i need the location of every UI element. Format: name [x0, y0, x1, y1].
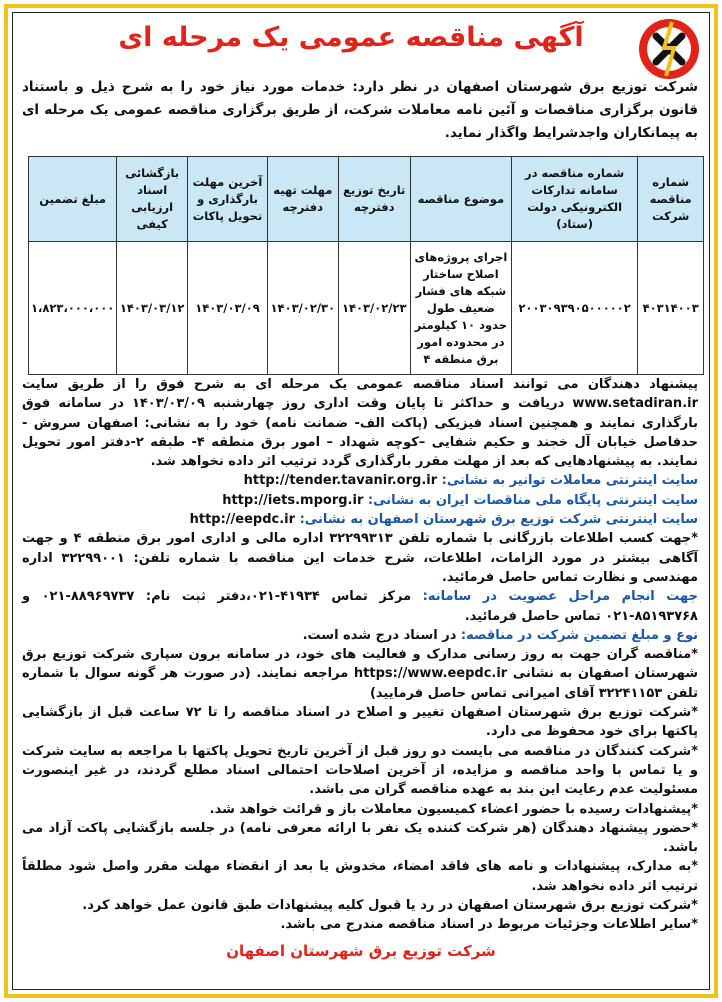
note-rights: *شرکت توزیع برق شهرستان اصفهان در رد یا قبول کلیه پیشنهادات طبق قانون عمل خواهد کرد. [82, 898, 698, 914]
col-setad-tender-no: شماره مناقصه در سامانه تدارکات الکترونیکی دولت (ستاد) [511, 157, 637, 242]
cell-opening-date: ۱۴۰۳/۰۳/۱۲ [117, 242, 188, 375]
company-signature: شرکت توزیع برق شهرستان اصفهان [226, 942, 496, 960]
notice-frame [4, 4, 718, 998]
col-submission-deadline: آخرین مهلت بارگذاری و تحویل پاکات [188, 157, 268, 242]
submission-paragraph: پیشنهاد دهندگان می توانند اسناد مناقصه عمومی یک مرحله ای به شرح فوق را از طریق سایت www.setadiran.ir دریافت و حداکثر تا پایان وقت اداری روز چهارشنبه ۱۴۰۳/۰۳/۰۹ در سامانه فوق بارگذاری نمایند و همچنین اسناد فیزیکی (پاکت الف- ضمانت نامه) خود را به نشانی: اصفهان سروش - حدفاصل خیابان آل خجند و حکیم شفایی –کوچه شهداد – امور برق منطقه ۴- طبقه ۲-دفتر امور تحویل نمایند. به پیشنهادهایی که بعد از مهلت مقرر بارگذاری گردد ترتیب اثر داده نخواهد شد. [22, 377, 698, 470]
note-attendance: *حضور پیشنهاد دهندگان (هر شرکت کننده یک نفر با ارائه معرفی نامه) در جلسه بازگشایی پاکت آزاد می باشد. [22, 820, 698, 856]
tender-table [28, 156, 704, 375]
cell-subject: اجرای پروژه‌های اصلاح ساختار شبکه‌ های فشار ضعیف طول حدود ۱۰ کیلومتر در محدوده امور برق منطقه ۴ [410, 242, 511, 375]
table-header-row [29, 157, 704, 242]
col-company-tender-no: شماره مناقصه شرکت [638, 157, 704, 242]
col-subject: موضوع مناقصه [410, 157, 511, 242]
cell-setad-tender-no: ۲۰۰۳۰۹۳۹۰۵۰۰۰۰۰۲ [511, 242, 637, 375]
power-distribution-logo-icon [634, 14, 704, 84]
contact-paragraph: *جهت کسب اطلاعات بازرگانی با شماره تلفن ۳۲۲۹۹۳۱۳ اداره مالی و اداری امور برق منطقه ۴ و جهت آگاهی بیشتر در مورد الزامات، اطلاعات، شرح خدمات این مناقصه با شماره تلفن: ۳۲۲۹۹۰۰۱ اداره مهندسی و نظارت تماس حاصل فرمائید. [22, 531, 699, 585]
cell-submission-deadline: ۱۴۰۳/۰۳/۰۹ [188, 242, 268, 375]
notice-body [22, 375, 698, 935]
table-row [29, 242, 704, 375]
col-purchase-deadline: مهلت تهیه دفترچه [267, 157, 338, 242]
col-opening-date: بازگشائی اسناد ارزیابی کیفی [117, 157, 188, 242]
col-distribution-date: تاریخ توزیع دفترچه [338, 157, 410, 242]
iets-link[interactable]: http://iets.mporg.ir [222, 492, 364, 508]
intro-paragraph: شرکت توزیع برق شهرستان اصفهان در نظر دارد: خدمات مورد نیاز خود را به شرح ذیل و باستناد قانون برگزاری مناقصات و آئین نامه معاملات شرکت، از طریق برگزاری مناقصه عمومی یک مرحله ای به پیمانکاران واجدشرایط واگذار نماید. [22, 79, 698, 141]
note-updates: *شرکت کنندگان در مناقصه می بایست دو روز قبل از آخرین تاریخ تحویل پاکتها با مراجعه به سایت شرکت و یا تماس با واحد مناقصه و مزایده، از آخرین اصلاحات احتمالی اسناد مطلع گردند، در غیر اینصورت مسئولیت عدم رعایت این بند به عهده مناقصه گران می باشد. [22, 743, 698, 798]
note-invalid-docs: *به مدارک، پیشنهادات و نامه های فاقد امضاء، مخدوش یا بعد از انقضاء مهلت مقرر واصل شود مطلقاً ترتیب اثر داده نخواهد شد. [22, 859, 698, 894]
note-other-info: *سایر اطلاعات وجزئیات مربوط در اسناد مناقصه مندرج می باشد. [280, 917, 698, 933]
eepdc-site-line: سایت اینترنتی شرکت توزیع برق شهرستان اصفهان به نشانی: http://eepdc.ir [189, 512, 698, 528]
guarantee-paragraph: نوع و مبلغ تضمین شرکت در مناقصه: در اسناد درج شده است. [302, 627, 698, 643]
eepdc-link[interactable]: http://eepdc.ir [189, 512, 296, 528]
note-changes: *شرکت توزیع برق شهرستان اصفهان تغییر و اصلاح در اسناد مناقصه را تا ۷۲ ساعت قبل از بازگشایی پاکتها برای خود محفوظ می دارد. [22, 705, 698, 740]
tavanir-site-line: سایت اینترنتی معاملات توانیر به نشانی: http://tender.tavanir.org.ir [243, 473, 698, 489]
membership-paragraph: جهت انجام مراحل عضویت در سامانه: مرکز تماس ۴۱۹۳۴-۰۲۱،دفتر ثبت نام: ۸۸۹۶۹۷۳۷-۰۲۱ و ۸۵۱۹۳۷۶۸-۰۲۱ تماس حاصل فرمائید. [22, 589, 698, 624]
note-outsourcing: *مناقصه گران جهت به روز رسانی مدارک و فعالیت های خود، در سامانه برون سپاری شرکت توزیع برق شهرستان اصفهان به نشانی https://www.eepdc.ir مراجعه نمایند. (در صورت هر گونه سوال با شماره تلفن ۳۲۲۴۱۱۵۳ آقای امیرانی تماس حاصل فرمایید) [22, 647, 698, 701]
cell-guarantee-amount: ۱،۸۲۳،۰۰۰،۰۰۰ [29, 242, 117, 375]
col-guarantee-amount: مبلغ تضمین [29, 157, 117, 242]
cell-purchase-deadline: ۱۴۰۳/۰۲/۳۰ [267, 242, 338, 375]
page-title: آگهی مناقصه عمومی یک مرحله ای [118, 22, 584, 53]
cell-distribution-date: ۱۴۰۳/۰۲/۲۳ [338, 242, 410, 375]
note-opening: *پیشنهادات رسیده با حضور اعضاء کمیسیون معاملات باز و قرائت خواهد شد. [209, 801, 698, 817]
cell-company-tender-no: ۴۰۳۱۴۰۰۳ [638, 242, 704, 375]
eepdc-https-link[interactable]: https://www.eepdc.ir [353, 666, 508, 682]
iets-site-line: سایت اینترنتی پایگاه ملی مناقصات ایران به نشانی: http://iets.mporg.ir [222, 492, 698, 508]
tavanir-link[interactable]: http://tender.tavanir.org.ir [243, 473, 438, 489]
setadiran-link[interactable]: www.setadiran.ir [572, 396, 698, 412]
